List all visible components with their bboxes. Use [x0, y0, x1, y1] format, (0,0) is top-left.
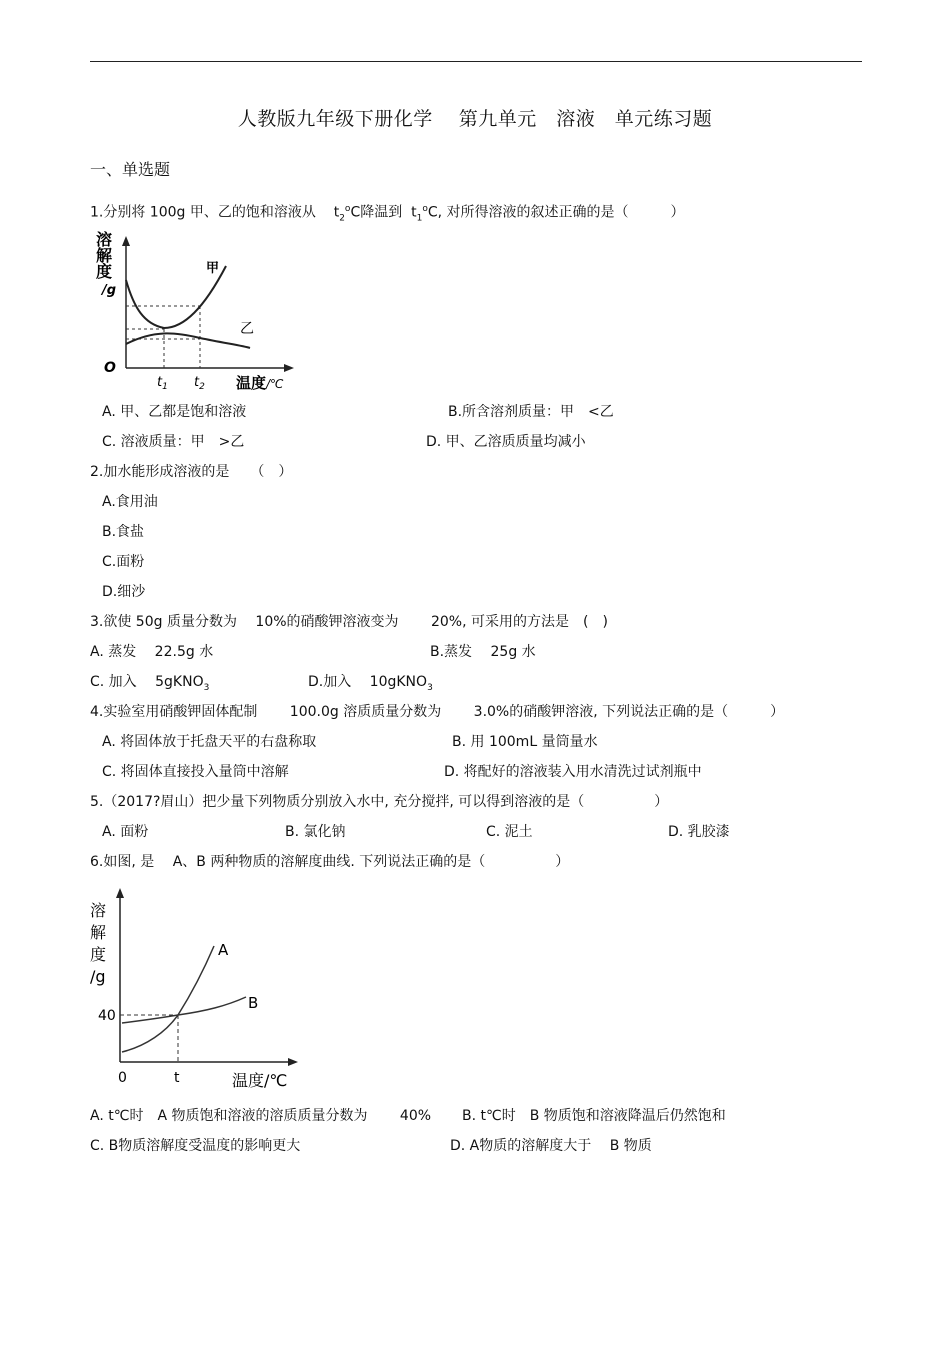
q6-fig-y-arrow — [116, 888, 124, 898]
page-title: 人教版九年级下册化学 第九单元 溶液 单元练习题 — [237, 108, 713, 130]
q1-stem-part-b: C降温到 — [350, 204, 403, 221]
q1-fig-ylabel-3: 度 — [96, 262, 113, 281]
q4-option-b[interactable]: B. 用 100mL 量筒量水 — [452, 734, 598, 750]
q3-option-b[interactable]: B.蒸发 25g 水 — [430, 644, 536, 660]
q6-option-c[interactable]: C. B物质溶解度受温度的影响更大 — [90, 1138, 301, 1154]
q6-fig-ytick-40: 40 — [98, 1008, 116, 1024]
q3-option-c-sub: 3 — [203, 682, 210, 693]
q6-fig-xtick-t: t — [174, 1070, 180, 1086]
q3-option-d-text: D.加入 10gKNO — [308, 674, 428, 690]
q2-option-b[interactable]: B.食盐 — [102, 524, 145, 540]
q5-option-d[interactable]: D. 乳胶漆 — [668, 824, 730, 840]
q5-option-c[interactable]: C. 泥土 — [486, 824, 533, 840]
q1-option-d[interactable]: D. 甲、乙溶质质量均减小 — [426, 434, 586, 450]
q2-option-c[interactable]: C.面粉 — [102, 554, 145, 570]
q1-t2: t — [333, 204, 340, 221]
q1-fig-label-jia: 甲 — [206, 261, 220, 276]
q4-stem: 4.实验室用硝酸钾固体配制 100.0g 溶质质量分数为 3.0%的硝酸钾溶液, 下列说法正确的是（ ） — [90, 704, 785, 720]
q2-option-d[interactable]: D.细沙 — [102, 584, 146, 600]
q6-fig-yunit: /g — [90, 967, 106, 986]
q1-fig-origin: O — [104, 360, 116, 376]
q3-option-d[interactable] — [308, 673, 433, 697]
q6-option-d[interactable]: D. A物质的溶解度大于 B 物质 — [450, 1138, 652, 1154]
q6-fig-origin: 0 — [118, 1070, 127, 1086]
q4-option-c[interactable]: C. 将固体直接投入量筒中溶解 — [102, 764, 289, 780]
q6-fig-label-b: B — [248, 994, 259, 1012]
q6-fig-curve-b — [122, 997, 246, 1023]
q2-option-a[interactable]: A.食用油 — [102, 494, 158, 510]
q6-fig-xlabel: 温度/℃ — [232, 1071, 288, 1090]
q3-option-a[interactable]: A. 蒸发 22.5g 水 — [90, 644, 214, 660]
q1-option-b[interactable]: B.所含溶剂质量：甲 <乙 — [448, 404, 614, 420]
q6-stem: 6.如图, 是 A、B 两种物质的溶解度曲线. 下列说法正确的是（ ） — [90, 854, 570, 870]
q1-option-c[interactable]: C. 溶液质量：甲 >乙 — [102, 434, 245, 450]
q6-fig-curve-a — [122, 946, 214, 1052]
q1-fig-yunit: /g — [102, 283, 117, 298]
q6-option-a[interactable]: A. t℃时 A 物质饱和溶液的溶质质量分数为 40% — [90, 1108, 432, 1124]
q3-stem: 3.欲使 50g 质量分数为 10%的硝酸钾溶液变为 20%, 可采用的方法是 ( ) — [90, 614, 608, 630]
q6-solubility-figure — [86, 884, 308, 1094]
q1-degree-sup: o — [344, 204, 351, 214]
q2-stem: 2.加水能形成溶液的是 （ ） — [90, 464, 293, 480]
q1-fig-tick-t1: $t_1$ — [157, 375, 168, 392]
q1-solubility-figure — [94, 228, 314, 394]
q3-option-c-text: C. 加入 5gKNO — [90, 674, 204, 690]
q5-option-a[interactable]: A. 面粉 — [102, 824, 149, 840]
q1-fig-tick-t2: $t_2$ — [194, 375, 205, 392]
q1-fig-curve-yi — [126, 333, 250, 348]
header-rule — [90, 61, 862, 62]
q1-fig-y-arrow — [122, 236, 130, 246]
q6-fig-x-arrow — [288, 1058, 298, 1066]
q1-fig-label-yi: 乙 — [240, 321, 254, 337]
q6-fig-label-a: A — [218, 941, 229, 959]
q1-degree-sup-2: o — [422, 204, 428, 214]
q1-stem-part-a: 1.分别将 100g 甲、乙的饱和溶液从 — [90, 204, 316, 221]
q1-option-a[interactable]: A. 甲、乙都是饱和溶液 — [102, 404, 247, 420]
q6-fig-ylabel-2: 解 — [90, 923, 107, 942]
q6-fig-ylabel-1: 溶 — [90, 901, 107, 920]
q3-option-c[interactable] — [90, 673, 209, 697]
section-heading: 一、单选题 — [90, 160, 171, 179]
q4-option-d[interactable]: D. 将配好的溶液装入用水清洗过试剂瓶中 — [444, 764, 702, 780]
q1-t1: t — [411, 204, 417, 221]
q5-option-b[interactable]: B. 氯化钠 — [285, 824, 346, 840]
q1-fig-ylabel-2: 解 — [96, 246, 113, 265]
q5-stem: 5.（2017?眉山）把少量下列物质分别放入水中, 充分搅拌, 可以得到溶液的是（ ） — [90, 794, 669, 810]
q1-t1-sub: 1 — [416, 213, 423, 224]
q1-stem — [90, 200, 685, 227]
q1-fig-x-arrow — [284, 364, 294, 372]
q6-fig-ylabel-3: 度 — [90, 945, 107, 964]
q1-fig-xlabel: 温度/℃ — [236, 374, 284, 392]
q1-fig-ylabel-1: 溶 — [96, 230, 113, 249]
q4-option-a[interactable]: A. 将固体放于托盘天平的右盘称取 — [102, 734, 317, 750]
q1-t2-sub: 2 — [339, 213, 345, 224]
q1-stem-part-c: C, 对所得溶液的叙述正确的是（ ） — [427, 204, 685, 221]
q6-option-b[interactable]: B. t℃时 B 物质饱和溶液降温后仍然饱和 — [462, 1108, 726, 1124]
q3-option-d-sub: 3 — [427, 682, 433, 693]
